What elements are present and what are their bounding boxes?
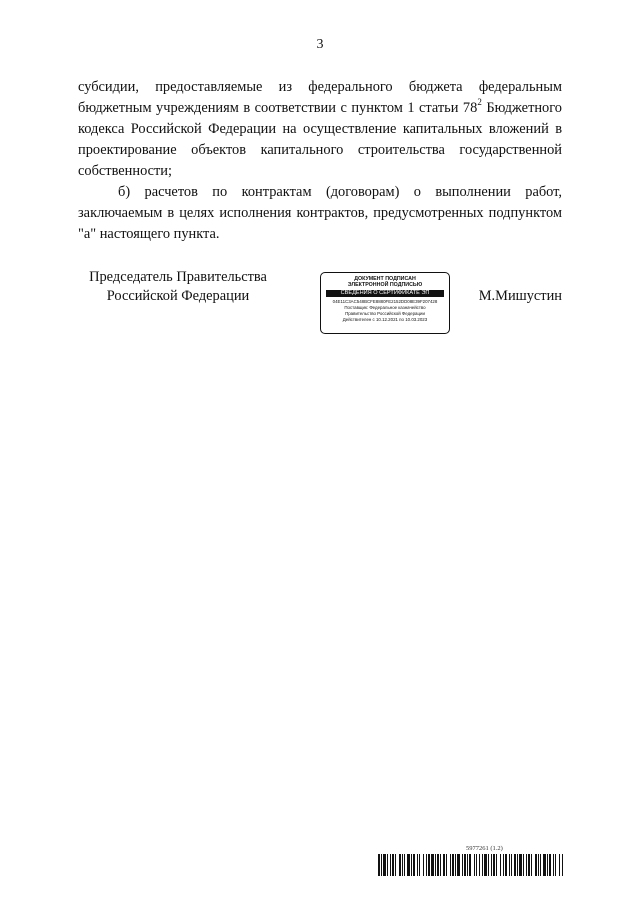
stamp-header: [321, 276, 449, 289]
article-superscript: 2: [477, 97, 482, 107]
signer-title: [78, 268, 278, 306]
barcode-stripe: [563, 854, 564, 876]
e-signature-stamp: [320, 272, 450, 334]
stamp-header-line-2: ЭЛЕКТРОННОЙ ПОДПИСЬЮ: [347, 282, 423, 289]
stamp-certificate-bar: СВЕДЕНИЯ О СЕРТИФИКАТЕ ЭП: [326, 290, 444, 297]
signer-title-line-2: Российской Федерации: [106, 288, 250, 304]
stamp-supplier: Поставщик: Федеральное казначейство: [344, 304, 426, 310]
paragraph-1-tail: Бюджетного кодекса Российской Федерации на осуществление капитальных вложений в проектирование объектов капитального строительства государственной собственности;: [78, 100, 562, 179]
barcode: [378, 854, 564, 876]
signer-name: М.Мишустин: [478, 288, 562, 304]
paragraph-2: б) расчетов по контрактам (договорам) о выполнении работ, заключаемым в целях исполнения контрактов, предусмотренных подпунктом "а" настоящего пункта.: [78, 184, 562, 242]
signer-title-line-1: Председатель Правительства: [89, 269, 267, 285]
stamp-owner: Правительство Российской Федерации: [345, 311, 425, 317]
stamp-header-line-1: ДОКУМЕНТ ПОДПИСАН: [354, 276, 416, 282]
page-number: 3: [316, 37, 324, 52]
body-text: [78, 77, 562, 245]
paragraph-1-text: субсидии, предоставляемые из федерального бюджета федеральным бюджетным учреждениям в соответствии с пунктом 1 статьи 78: [78, 79, 562, 116]
stamp-validity: Действителен с 10.12.2021 по 10.03.2023: [342, 317, 428, 323]
paragraph-1: [78, 77, 562, 182]
document-code: 5977261 (1.2): [466, 845, 503, 852]
stamp-certificate-number: 04E11C3AC548BCFE8880FE2152DD08E39F207428: [332, 298, 438, 304]
